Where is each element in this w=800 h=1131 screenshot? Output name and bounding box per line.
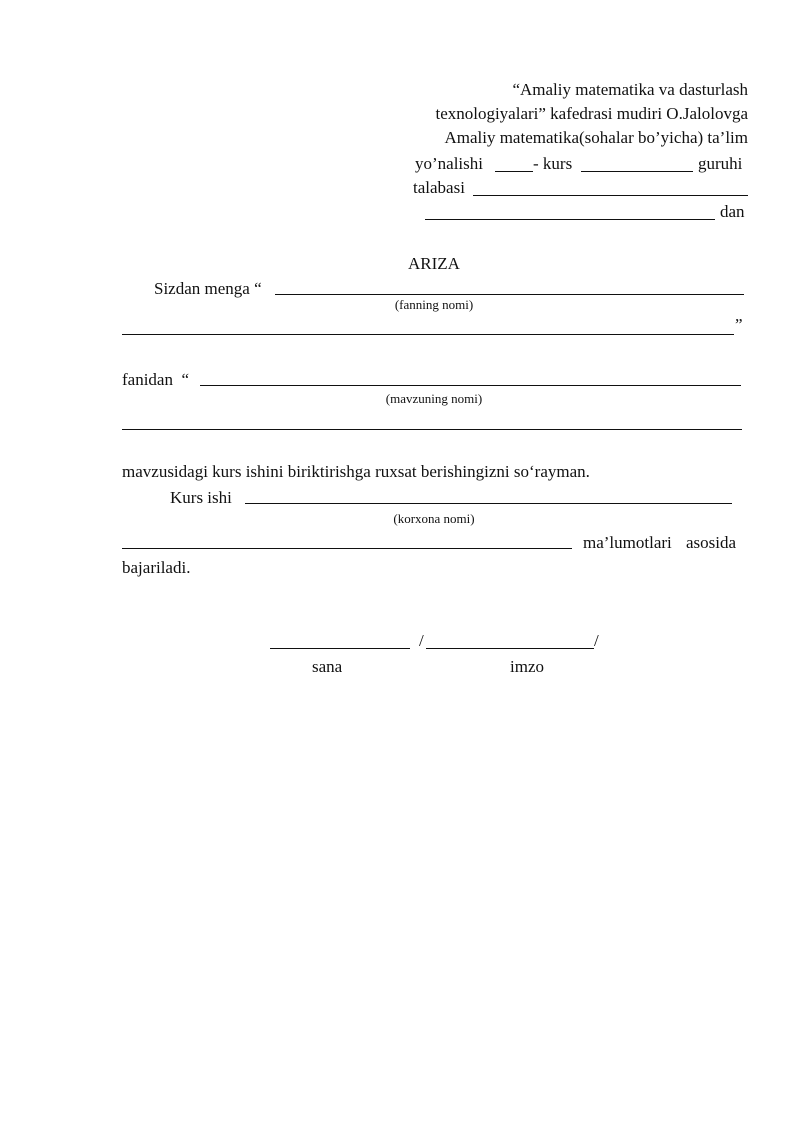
- subject-from-label: fanidan “: [122, 370, 190, 389]
- request-intro: Sizdan menga “: [154, 279, 262, 298]
- subject-name-blank[interactable]: [275, 294, 744, 295]
- student-name-blank-2[interactable]: [425, 219, 715, 220]
- student-name-blank[interactable]: [473, 195, 748, 196]
- header-group-label: guruhi: [698, 154, 743, 173]
- signature-caption: imzo: [510, 657, 544, 676]
- topic-name-caption: (mavzuning nomi): [385, 391, 483, 406]
- header-line-3: Amaliy matematika(sohalar bo’yicha) ta’lim: [444, 128, 748, 147]
- company-name-caption: (korxona nomi): [393, 511, 475, 526]
- subject-close-quote: ”: [735, 315, 743, 334]
- header-line-2: texnologiyalari” kafedrasi mudiri O.Jalolovga: [435, 104, 748, 123]
- header-student-label: talabasi: [413, 178, 465, 197]
- company-name-blank-2[interactable]: [122, 548, 572, 549]
- document-title: ARIZA: [408, 254, 460, 273]
- executed-label: bajariladi.: [122, 558, 191, 577]
- date-blank[interactable]: [270, 648, 410, 649]
- basis-label: asosida: [686, 533, 737, 552]
- header-course-label: - kurs: [533, 154, 573, 173]
- signature-blank[interactable]: [426, 648, 594, 649]
- header-from-label: dan: [720, 202, 745, 221]
- header-line-1: “Amaliy matematika va dasturlash: [512, 80, 748, 99]
- course-work-label: Kurs ishi: [170, 488, 232, 507]
- subject-name-caption: (fanning nomi): [394, 297, 474, 312]
- course-number-blank[interactable]: [495, 171, 533, 172]
- topic-name-blank-2[interactable]: [122, 429, 742, 430]
- group-blank[interactable]: [581, 171, 693, 172]
- signature-slash-open: /: [419, 631, 424, 650]
- data-label: ma’lumotlari: [583, 533, 672, 552]
- date-caption: sana: [312, 657, 343, 676]
- signature-slash-close: /: [594, 631, 599, 650]
- company-name-blank[interactable]: [245, 503, 732, 504]
- topic-name-blank[interactable]: [200, 385, 741, 386]
- header-direction-label: yo’nalishi: [415, 154, 483, 173]
- subject-name-blank-2[interactable]: [122, 334, 734, 335]
- request-sentence: mavzusidagi kurs ishini biriktirishga ruxsat berishingizni so‘rayman.: [122, 462, 590, 481]
